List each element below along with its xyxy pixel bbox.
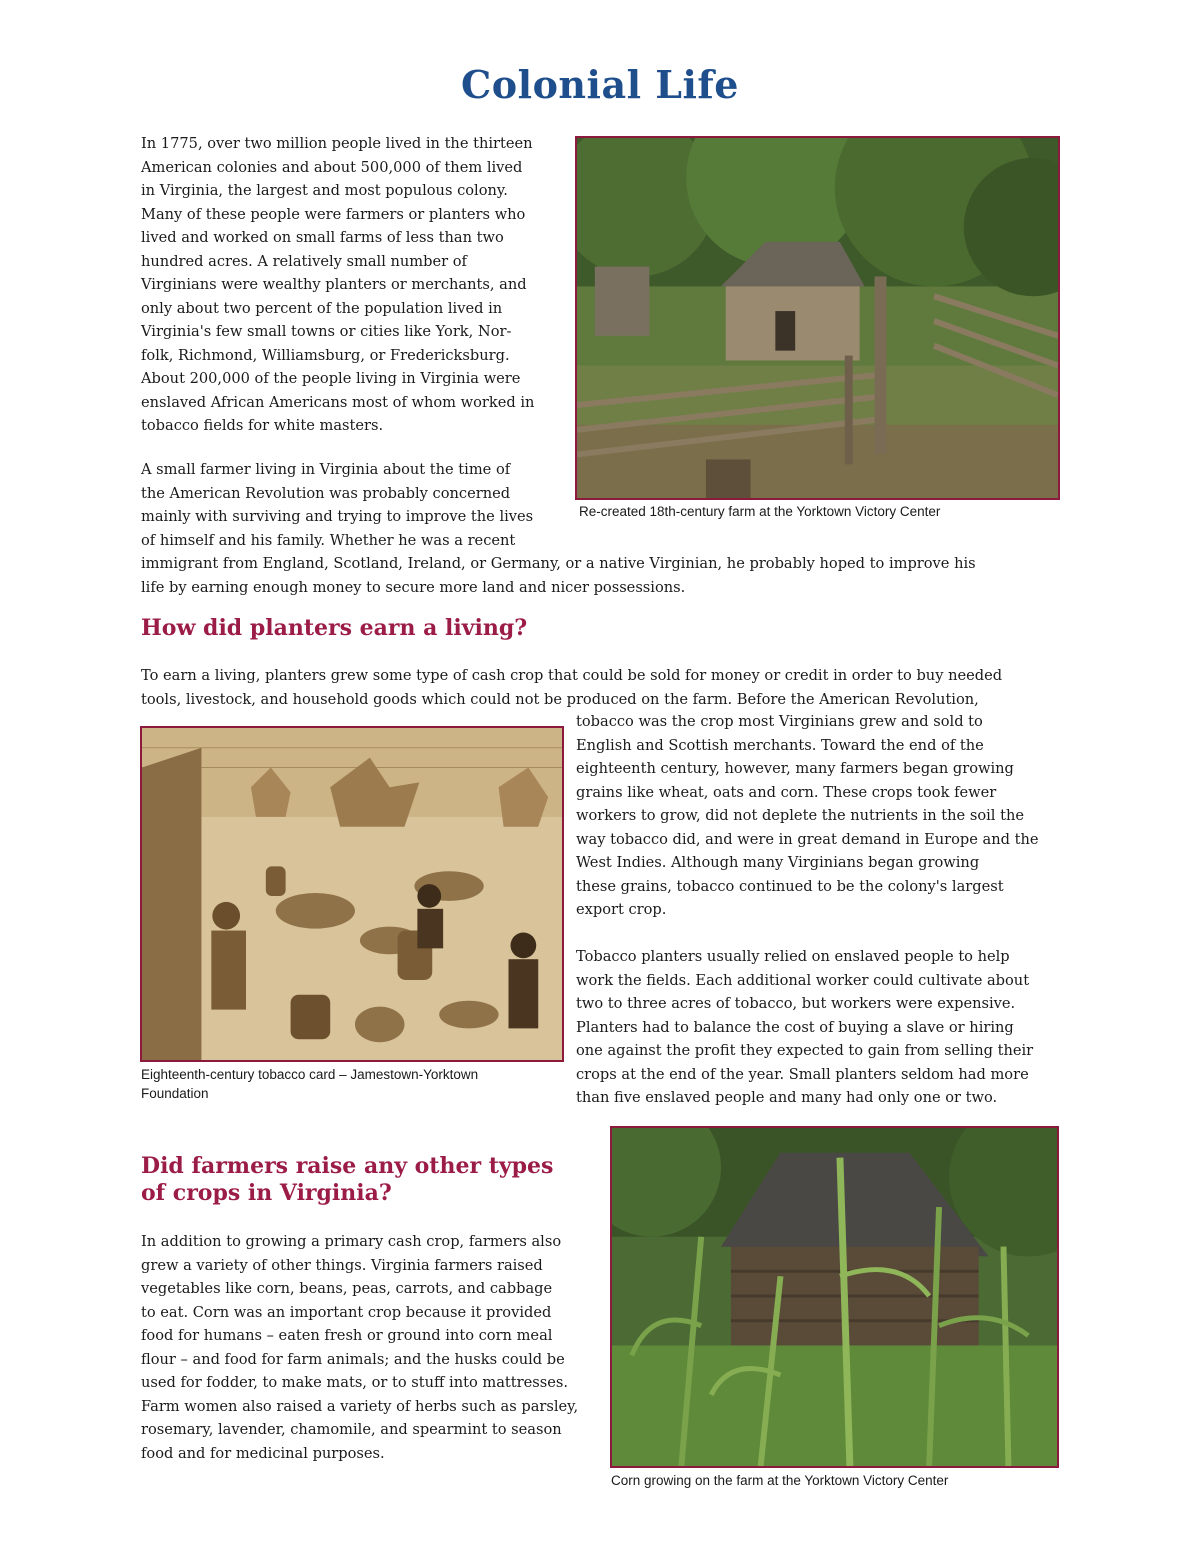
intro-paragraph-1 [141,132,561,438]
caption-line: Eighteenth-century tobacco card – Jamestown-Yorktown [141,1067,479,1082]
text-line: West Indies. Although many Virginians began growing [576,854,980,871]
text-line: hundred acres. A relatively small number of [141,252,467,270]
section-heading-planters: How did planters earn a living? [141,615,528,641]
text-line: food for humans – eaten fresh or ground into corn meal [141,1327,553,1344]
text-line: way tobacco did, and were in great demand in Europe and the [576,830,1039,848]
text-line: Farm women also raised a variety of herbs such as parsley, [141,1397,579,1415]
text-line: vegetables like corn, beans, peas, carrots, and cabbage [141,1280,553,1297]
text-line: two to three acres of tobacco, but workers were expensive. [576,995,1016,1012]
text-line: to eat. Corn was an important crop because it provided [141,1303,552,1321]
text-line: used for fodder, to make mats, or to stuff into mattresses. [141,1374,569,1391]
text-line: lived and worked on small farms of less than two [141,229,504,246]
text-line: English and Scottish merchants. Toward the end of the [576,736,984,754]
farm-illustration [577,138,1058,498]
text-line: eighteenth century, however, many farmers began growing [576,760,1014,777]
text-line: A small farmer living in Virginia about the time of [141,461,511,478]
farm-photo-caption: Re-created 18th-century farm at the Yorktown Victory Center [579,504,941,519]
text-line: To earn a living, planters grew some type of cash crop that could be sold for money or credit in order to buy needed [141,667,1003,684]
text-line: Virginia's few small towns or cities like York, Nor- [141,323,512,340]
text-line: grains like wheat, oats and corn. These crops took fewer [576,783,997,801]
section-heading-other-crops [141,1153,601,1207]
caption-line: Foundation [141,1086,209,1101]
text-line: these grains, tobacco continued to be the colony's largest [576,877,1004,895]
text-line: folk, Richmond, Williamsburg, or Fredericksburg. [141,346,510,364]
section2-paragraph [141,1230,601,1465]
tobacco-card-caption [141,1065,571,1103]
section1-right-paragraph-2 [576,945,1066,1110]
corn-photo-caption: Corn growing on the farm at the Yorktown Victory Center [611,1473,949,1488]
text-line: tobacco fields for white masters. [141,417,384,434]
text-line: of himself and his family. Whether he was a recent [141,531,516,549]
text-line: one against the profit they expected to gain from selling their [576,1042,1034,1059]
text-line: the American Revolution was probably concerned [141,484,511,502]
text-line: Planters had to balance the cost of buying a slave or hiring [576,1018,1014,1036]
text-line: In addition to growing a primary cash crop, farmers also [141,1233,562,1250]
intro-paragraph-2 [141,458,561,552]
corn-illustration [612,1128,1057,1466]
text-line: Tobacco planters usually relied on enslaved people to help [576,948,1010,965]
page-title: Colonial Life [461,62,739,107]
intro-paragraph-2-wide [141,552,1061,599]
section1-right-paragraph-1 [576,710,1066,922]
text-line: About 200,000 of the people living in Virginia were [141,370,521,387]
text-line: flour – and food for farm animals; and the husks could be [141,1350,565,1368]
section1-wide-paragraph [141,664,1061,711]
text-line: crops at the end of the year. Small planters seldom had more [576,1065,1029,1083]
text-line: American colonies and about 500,000 of them lived [141,158,523,176]
text-line: export crop. [576,901,667,918]
text-line: food and for medicinal purposes. [141,1444,385,1462]
text-line: In 1775, over two million people lived in the thirteen [141,135,533,152]
text-line: only about two percent of the population lived in [141,299,503,317]
text-line: tools, livestock, and household goods which could not be produced on the farm. Before the American Revolution, [141,690,979,708]
text-line: work the fields. Each additional worker could cultivate about [576,971,1030,989]
text-line: tobacco was the crop most Virginians grew and sold to [576,713,983,730]
text-line: grew a variety of other things. Virginia farmers raised [141,1256,543,1274]
text-line: mainly with surviving and trying to improve the lives [141,508,534,525]
heading-line: of crops in Virginia? [141,1180,392,1206]
text-line: Virginians were wealthy planters or merchants, and [141,276,527,293]
text-line: workers to grow, did not deplete the nutrients in the soil the [576,807,1024,824]
text-line: enslaved African Americans most of whom worked in [141,393,535,411]
corn-photo [610,1126,1059,1468]
text-line: than five enslaved people and many had only one or two. [576,1089,998,1106]
heading-line: Did farmers raise any other types [141,1153,554,1179]
text-line: in Virginia, the largest and most populous colony. [141,182,508,199]
text-line: Many of these people were farmers or planters who [141,205,526,223]
farm-photo [575,136,1060,500]
text-line: immigrant from England, Scotland, Ireland, or Germany, or a native Virginian, he probably hoped to improve his [141,555,976,572]
text-line: life by earning enough money to secure more land and nicer possessions. [141,578,686,596]
text-line: rosemary, lavender, chamomile, and spearmint to season [141,1421,562,1438]
tobacco-card-illustration [142,728,562,1060]
tobacco-card-image [140,726,564,1062]
